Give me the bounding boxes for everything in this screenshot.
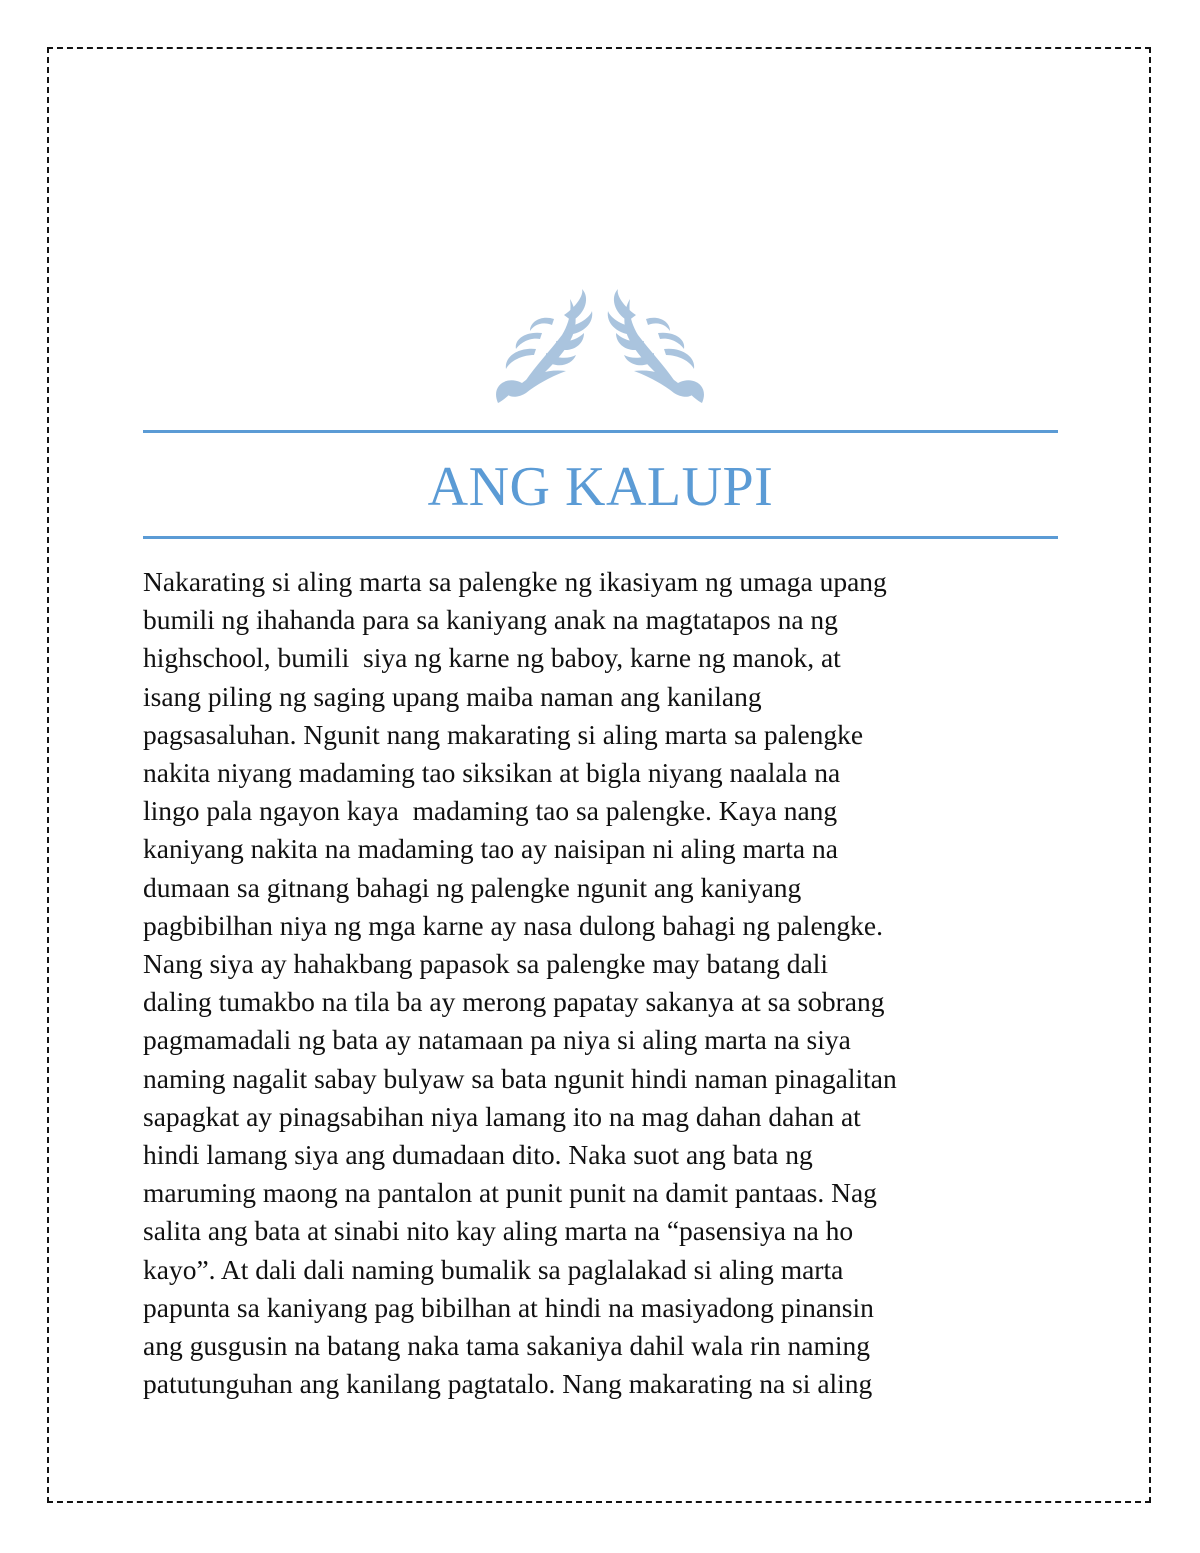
body-line: salita ang bata at sinabi nito kay aling marta na “pasensiya na ho — [143, 1215, 854, 1247]
body-line: sapagkat ay pinagsabihan niya lamang ito na mag dahan dahan at — [143, 1100, 861, 1132]
floral-scroll-ornament-icon — [480, 285, 720, 420]
body-text — [143, 563, 1073, 1403]
body-line: daling tumakbo na tila ba ay merong papatay sakanya at sa sobrang — [143, 986, 885, 1018]
body-line: pagbibilhan niya ng mga karne ay nasa dulong bahagi ng palengke. — [143, 909, 883, 941]
body-line: lingo pala ngayon kaya madaming tao sa palengke. Kaya nang — [143, 795, 838, 827]
body-line: papunta sa kaniyang pag bibilhan at hindi na masiyadong pinansin — [143, 1291, 874, 1323]
body-line: isang piling ng saging upang maiba naman ang kanilang — [143, 680, 762, 712]
body-line: naming nagalit sabay bulyaw sa bata ngunit hindi naman pinagalitan — [143, 1062, 897, 1094]
body-line: hindi lamang siya ang dumadaan dito. Naka suot ang bata ng — [143, 1139, 813, 1171]
title-rule-bottom — [143, 536, 1058, 539]
body-line: kaniyang nakita na madaming tao ay naisipan ni aling marta na — [143, 833, 838, 865]
body-line: pagsasaluhan. Ngunit nang makarating si aling marta sa palengke — [143, 718, 864, 750]
body-line: Nang siya ay hahakbang papasok sa palengke may batang dali — [143, 948, 828, 980]
body-line: patutunguhan ang kanilang pagtatalo. Nang makarating na si aling — [143, 1368, 873, 1400]
body-line: maruming maong na pantalon at punit punit na damit pantaas. Nag — [143, 1177, 877, 1209]
body-line: nakita niyang madaming tao siksikan at bigla niyang naalala na — [143, 757, 841, 789]
body-line: Nakarating si aling marta sa palengke ng ikasiyam ng umaga upang — [143, 566, 887, 597]
document-title: ANG KALUPI — [427, 456, 774, 518]
body-line: kayo”. At dali dali naming bumalik sa paglalakad si aling marta — [143, 1253, 844, 1285]
body-line: highschool, bumili siya ng karne ng baboy, karne ng manok, at — [143, 642, 841, 674]
body-line: bumili ng ihahanda para sa kaniyang anak na magtatapos na ng — [143, 604, 838, 636]
body-line: pagmamadali ng bata ay natamaan pa niya si aling marta na siya — [143, 1024, 851, 1056]
body-line: dumaan sa gitnang bahagi ng palengke ngunit ang kaniyang — [143, 871, 802, 903]
title-rule-top — [143, 430, 1058, 433]
body-line: ang gusgusin na batang naka tama sakaniya dahil wala rin naming — [143, 1330, 871, 1362]
